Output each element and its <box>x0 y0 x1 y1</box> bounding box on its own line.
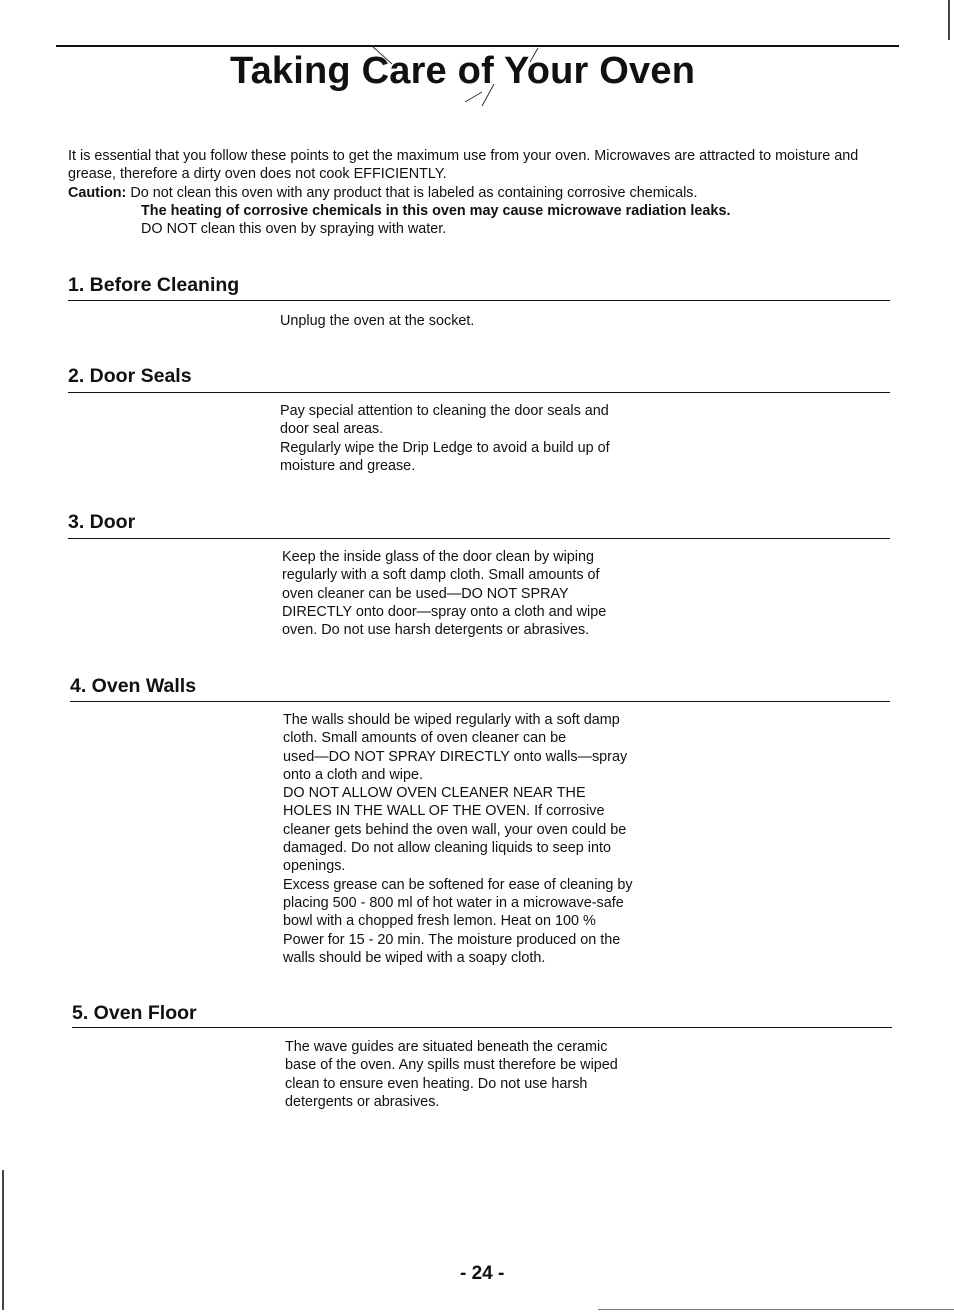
body-line: cleaner gets behind the oven wall, your oven could be <box>283 821 627 838</box>
body-line: used—DO NOT SPRAY DIRECTLY onto walls—spray <box>283 748 628 765</box>
body-line: The walls should be wiped regularly with a soft damp <box>283 712 620 728</box>
body-line: oven cleaner can be used—DO NOT SPRAY <box>282 585 569 602</box>
body-line: onto a cloth and wipe. <box>283 766 424 783</box>
scan-edge-line <box>2 1170 4 1310</box>
body-line: Keep the inside glass of the door clean by wiping <box>282 549 594 565</box>
body-line: detergents or abrasives. <box>285 1093 440 1110</box>
intro-paragraph: It is essential that you follow these points to get the maximum use from your oven. Microwaves are attracted to moisture and grease, therefore a dirty oven does not cook EFFICIENTLY. <box>68 148 859 183</box>
scan-edge-line <box>948 0 950 40</box>
page-number: - 24 - <box>460 1263 505 1284</box>
body-line: DIRECTLY onto door—spray onto a cloth and wipe <box>282 603 607 620</box>
body-line: clean to ensure even heating. Do not use harsh <box>285 1075 588 1092</box>
body-line: bowl with a chopped fresh lemon. Heat on 100 % <box>283 913 596 930</box>
section-rule <box>68 538 890 539</box>
body-line: moisture and grease. <box>280 457 416 474</box>
body-line: DO NOT ALLOW OVEN CLEANER NEAR THE <box>283 785 586 802</box>
body-line: Excess grease can be softened for ease of cleaning by <box>283 876 633 893</box>
section-title-oven-walls: 4. Oven Walls <box>70 675 197 697</box>
body-line: oven. Do not use harsh detergents or abrasives. <box>282 622 590 639</box>
title-correction-marks <box>370 44 560 114</box>
section-body-door <box>282 548 742 639</box>
body-line: walls should be wiped with a soapy cloth. <box>283 949 546 966</box>
section-title-door: 3. Door <box>68 511 136 533</box>
body-line: cloth. Small amounts of oven cleaner can be <box>283 730 567 747</box>
body-line: regularly with a soft damp cloth. Small amounts of <box>282 567 600 584</box>
section-title-oven-floor: 5. Oven Floor <box>72 1002 197 1024</box>
body-line: Pay special attention to cleaning the door seals and <box>280 403 609 419</box>
body-line: HOLES IN THE WALL OF THE OVEN. If corrosive <box>283 803 605 820</box>
body-line: door seal areas. <box>280 421 384 438</box>
section-rule <box>72 1027 892 1028</box>
scan-bottom-edge <box>598 1309 954 1310</box>
body-line: damaged. Do not allow cleaning liquids to seep into <box>283 840 611 857</box>
section-rule <box>68 300 890 301</box>
intro-text <box>68 147 898 238</box>
caution-label: Caution: <box>68 184 127 201</box>
section-rule <box>70 701 890 702</box>
body-line: base of the oven. Any spills must therefore be wiped <box>285 1057 618 1074</box>
section-body-door-seals <box>280 402 740 475</box>
radiation-warning: The heating of corrosive chemicals in this oven may cause microwave radiation leaks. <box>141 202 731 219</box>
body-line: The wave guides are situated beneath the ceramic <box>285 1039 608 1055</box>
section-rule <box>68 392 890 393</box>
section-title-before-cleaning: 1. Before Cleaning <box>68 274 240 296</box>
body-line: placing 500 - 800 ml of hot water in a microwave-safe <box>283 894 624 911</box>
water-warning: DO NOT clean this oven by spraying with water. <box>141 221 447 238</box>
caution-text: Do not clean this oven with any product that is labeled as containing corrosive chemicals. <box>126 184 698 201</box>
body-line: openings. <box>283 858 346 875</box>
section-title-door-seals: 2. Door Seals <box>68 365 192 387</box>
body-line: Regularly wipe the Drip Ledge to avoid a build up of <box>280 439 610 456</box>
section-body-oven-walls <box>283 711 753 967</box>
section-body-before-cleaning <box>280 312 740 330</box>
body-line: Unplug the oven at the socket. <box>280 313 475 329</box>
body-line: Power for 15 - 20 min. The moisture produced on the <box>283 931 621 948</box>
page-title: Taking Care of Your Oven <box>230 50 696 92</box>
caution-line <box>68 184 898 202</box>
section-body-oven-floor <box>285 1038 745 1111</box>
